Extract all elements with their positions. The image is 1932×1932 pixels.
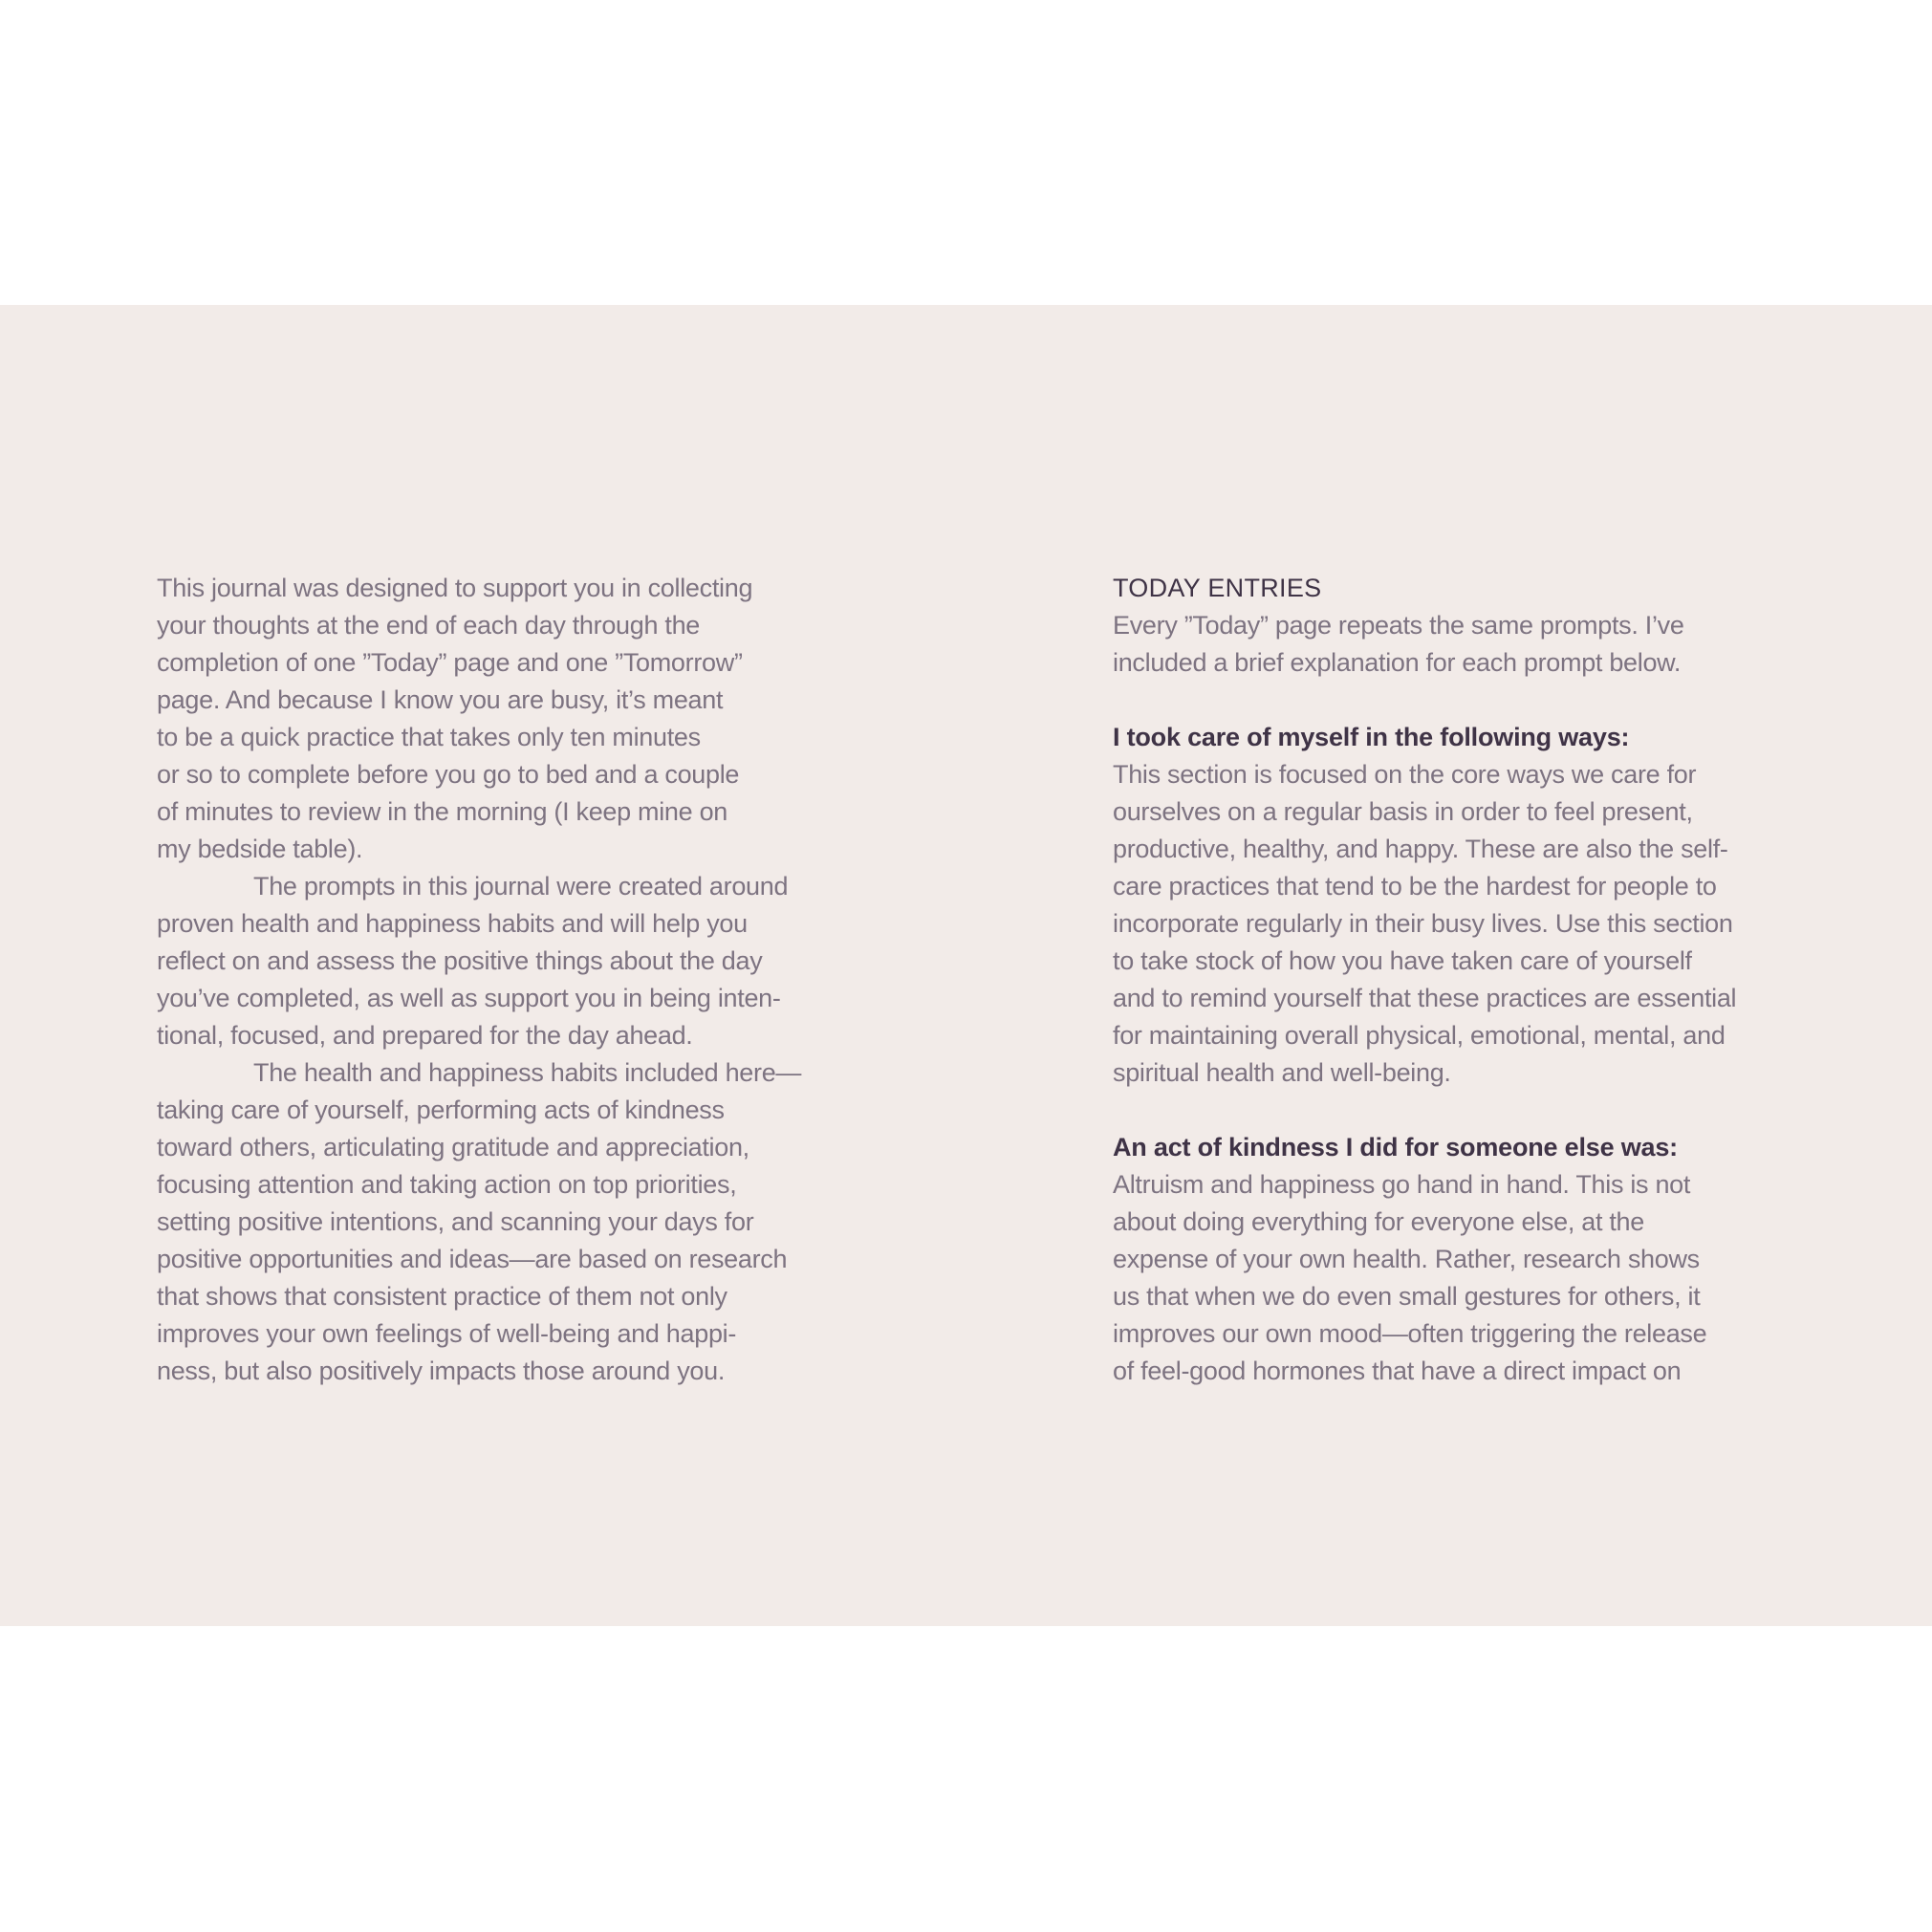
body-line: taking care of yourself, performing acts of kindness: [157, 1096, 725, 1124]
spacer: [1113, 1092, 1801, 1129]
body-line: expense of your own health. Rather, research shows: [1113, 1245, 1700, 1273]
body-line: setting positive intentions, and scanning your days for: [157, 1207, 754, 1236]
body-line: focusing attention and taking action on top priorities,: [157, 1170, 737, 1199]
body-line: that shows that consistent practice of them not only: [157, 1282, 727, 1311]
body-line: spiritual health and well-being.: [1113, 1058, 1451, 1087]
body-line: care practices that tend to be the hardest for people to: [1113, 872, 1717, 901]
body-line: The prompts in this journal were created around: [253, 872, 789, 901]
body-line: ourselves on a regular basis in order to feel present,: [1113, 797, 1693, 826]
body-line: tional, focused, and prepared for the day ahead.: [157, 1021, 693, 1050]
left-column: [157, 570, 845, 1390]
body-line: to be a quick practice that takes only ten minutes: [157, 723, 701, 751]
body-line: ness, but also positively impacts those around you.: [157, 1357, 726, 1385]
body-line: Altruism and happiness go hand in hand. This is not: [1113, 1170, 1691, 1199]
body-line: reflect on and assess the positive things about the day: [157, 946, 763, 975]
body-line: to take stock of how you have taken care of yourself: [1113, 946, 1692, 975]
body-line: This journal was designed to support you in collecting: [157, 574, 753, 602]
body-line: positive opportunities and ideas—are based on research: [157, 1245, 788, 1273]
right-column: [1113, 570, 1801, 1390]
intro-line: included a brief explanation for each prompt below.: [1113, 648, 1682, 677]
body-line: page. And because I know you are busy, it’s meant: [157, 685, 724, 714]
body-line: The health and happiness habits included here—: [253, 1058, 802, 1087]
body-line: of minutes to review in the morning (I keep mine on: [157, 797, 727, 826]
body-line: my bedside table).: [157, 835, 363, 863]
body-line: This section is focused on the core ways we care for: [1113, 760, 1697, 789]
body-line: productive, healthy, and happy. These are also the self-: [1113, 835, 1728, 863]
body-line: toward others, articulating gratitude and appreciation,: [157, 1133, 749, 1161]
body-line: and to remind yourself that these practices are essential: [1113, 984, 1737, 1012]
body-line: proven health and happiness habits and will help you: [157, 909, 748, 938]
body-line: for maintaining overall physical, emotional, mental, and: [1113, 1021, 1726, 1050]
section-heading: TODAY ENTRIES: [1113, 574, 1322, 602]
body-line: us that when we do even small gestures for others, it: [1113, 1282, 1701, 1311]
spacer: [1113, 682, 1801, 719]
body-line: completion of one ”Today” page and one ”Tomorrow”: [157, 648, 743, 677]
body-line: you’ve completed, as well as support you in being inten-: [157, 984, 781, 1012]
body-line: improves your own feelings of well-being and happi-: [157, 1319, 737, 1348]
body-line: improves our own mood—often triggering the release: [1113, 1319, 1707, 1348]
intro-line: Every ”Today” page repeats the same prompts. I’ve: [1113, 611, 1684, 640]
body-line: your thoughts at the end of each day through the: [157, 611, 701, 640]
prompt-title: An act of kindness I did for someone else was:: [1113, 1133, 1678, 1161]
body-line: incorporate regularly in their busy lives. Use this section: [1113, 909, 1733, 938]
body-line: of feel-good hormones that have a direct impact on: [1113, 1357, 1682, 1385]
prompt-title: I took care of myself in the following ways:: [1113, 723, 1630, 751]
body-line: or so to complete before you go to bed and a couple: [157, 760, 740, 789]
body-line: about doing everything for everyone else, at the: [1113, 1207, 1644, 1236]
